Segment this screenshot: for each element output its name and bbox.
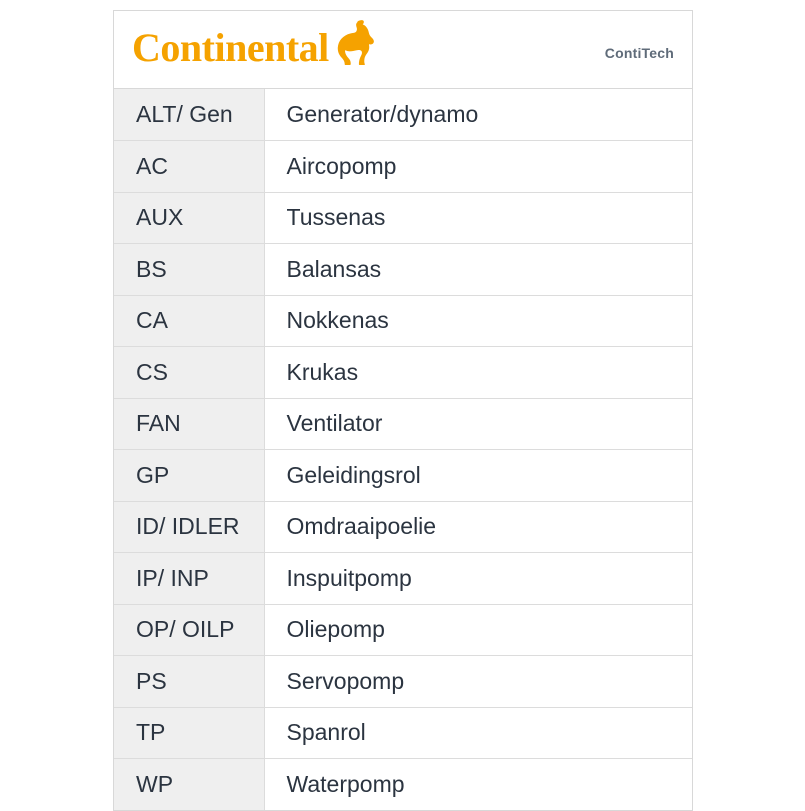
abbreviation-card (113, 10, 693, 811)
abbreviation-cell: ALT/ Gen (114, 89, 264, 141)
abbreviation-cell: AUX (114, 192, 264, 244)
horse-icon (333, 19, 375, 70)
table-row (114, 347, 692, 399)
abbreviation-cell: WP (114, 759, 264, 811)
table-row (114, 450, 692, 502)
description-cell: Generator/dynamo (264, 89, 692, 141)
logo-wordmark: Continental (132, 24, 329, 70)
brand-header (114, 11, 692, 89)
description-cell: Waterpomp (264, 759, 692, 811)
abbreviation-cell: CA (114, 295, 264, 347)
abbreviation-cell: AC (114, 141, 264, 193)
description-cell: Oliepomp (264, 604, 692, 656)
description-cell: Servopomp (264, 656, 692, 708)
table-row (114, 604, 692, 656)
abbreviation-cell: GP (114, 450, 264, 502)
abbreviation-cell: TP (114, 707, 264, 759)
description-cell: Inspuitpomp (264, 553, 692, 605)
description-cell: Spanrol (264, 707, 692, 759)
table-row (114, 656, 692, 708)
sub-brand-label: ContiTech (604, 45, 674, 61)
table-row (114, 707, 692, 759)
table-row (114, 501, 692, 553)
abbreviation-cell: BS (114, 244, 264, 296)
table-row (114, 141, 692, 193)
table-row (114, 192, 692, 244)
description-cell: Krukas (264, 347, 692, 399)
description-cell: Balansas (264, 244, 692, 296)
description-cell: Omdraaipoelie (264, 501, 692, 553)
table-row (114, 398, 692, 450)
table-row (114, 759, 692, 811)
abbreviation-cell: CS (114, 347, 264, 399)
abbreviation-cell: OP/ OILP (114, 604, 264, 656)
description-cell: Aircopomp (264, 141, 692, 193)
description-cell: Ventilator (264, 398, 692, 450)
abbreviation-table (114, 89, 692, 810)
description-cell: Geleidingsrol (264, 450, 692, 502)
table-row (114, 244, 692, 296)
abbreviation-cell: PS (114, 656, 264, 708)
table-row (114, 89, 692, 141)
continental-logo (132, 25, 375, 70)
abbreviation-cell: IP/ INP (114, 553, 264, 605)
description-cell: Tussenas (264, 192, 692, 244)
table-row (114, 295, 692, 347)
abbreviation-cell: ID/ IDLER (114, 501, 264, 553)
abbreviation-cell: FAN (114, 398, 264, 450)
table-row (114, 553, 692, 605)
description-cell: Nokkenas (264, 295, 692, 347)
